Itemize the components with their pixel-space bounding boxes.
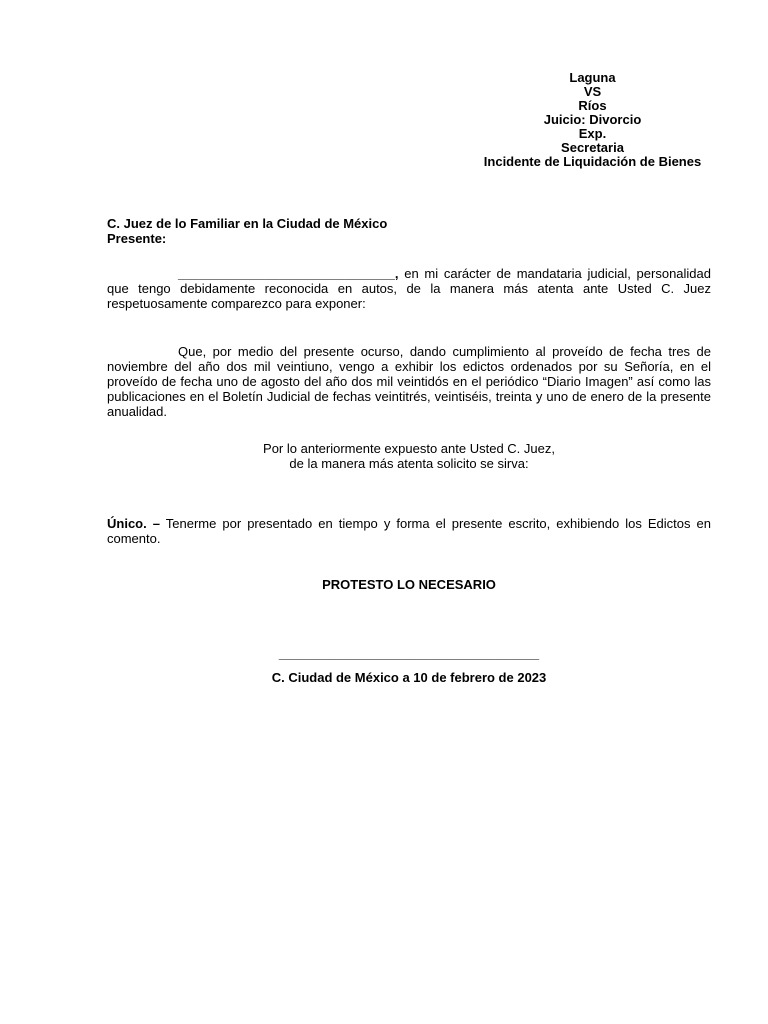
header-trial-type: Juicio: Divorcio — [543, 112, 642, 127]
petition-text: Tenerme por presentado en tiempo y forma el presente escrito, exhibiendo los Edictos en comento. — [107, 516, 711, 546]
signature-line: ____________________________________ — [278, 646, 540, 661]
paragraph-petition — [107, 516, 711, 546]
paragraph-appearance-text: en mi carácter de mandataria judicial, personalidad que tengo debidamente reconocida en autos, de la manera más atenta ante Usted C. Juez respetuosamente comparezco para exponer: — [107, 266, 711, 311]
paragraph-request-intro — [107, 441, 711, 471]
place-and-date: C. Ciudad de México a 10 de febrero de 2023 — [271, 670, 547, 685]
header-incident: Incidente de Liquidación de Bienes — [483, 154, 702, 169]
header-secretariat: Secretaria — [561, 140, 624, 155]
addressee-judge: C. Juez de lo Familiar en la Ciudad de México — [107, 216, 388, 231]
paragraph-exposition — [107, 344, 711, 419]
protesto-heading: PROTESTO LO NECESARIO — [322, 577, 496, 592]
addressee-presente: Presente: — [107, 231, 167, 246]
header-file-number: Exp. — [578, 126, 607, 141]
paragraph-exposition-text: Que, por medio del presente ocurso, dando cumplimiento al proveído de fecha tres de noviembre del año dos mil veintiuno, vengo a exhibir los edictos ordenados por su Señoría, en el proveído de fecha uno de agosto del año dos mil veintidós en el periódico “Diario Imagen” así como las publicaciones en el Boletín Judicial de fechas veintitrés, veintiséis, treinta y uno de enero de la presente anualidad. — [107, 344, 711, 419]
paragraph-appearance — [107, 266, 711, 311]
request-intro-line-2: de la manera más atenta solicito se sirva: — [289, 456, 529, 471]
petition-label: Único. – — [107, 516, 160, 531]
header-party-2: Ríos — [578, 98, 607, 113]
request-intro-line-1: Por lo anteriormente expuesto ante Usted C. Juez, — [263, 441, 555, 456]
case-header — [440, 71, 745, 169]
header-versus: VS — [583, 84, 602, 99]
name-blank-line: ______________________________, — [178, 266, 399, 281]
header-party-1: Laguna — [569, 70, 616, 85]
addressee-block — [107, 216, 607, 246]
